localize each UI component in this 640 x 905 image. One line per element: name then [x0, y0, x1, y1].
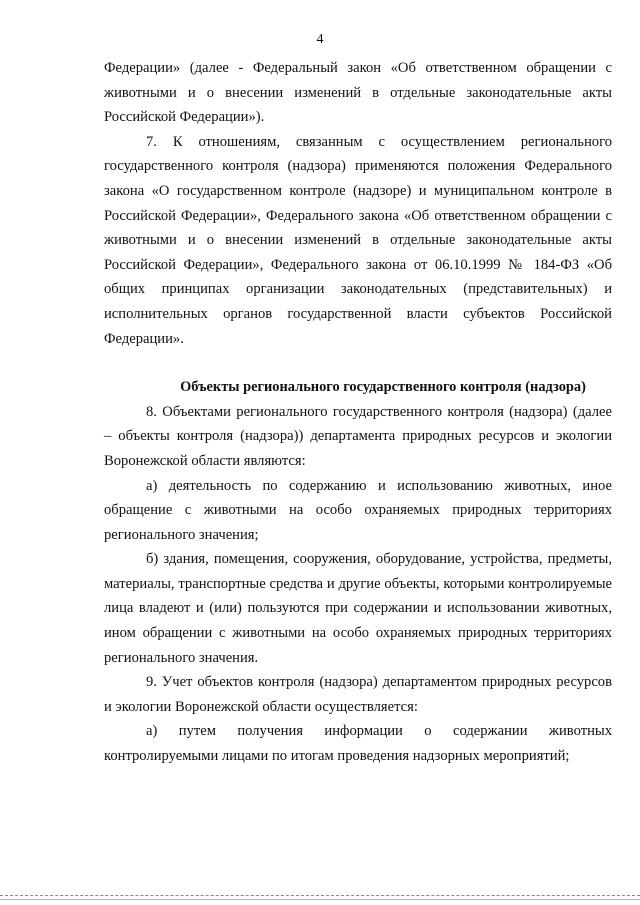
- document-body: [104, 56, 612, 769]
- scan-edge-line-secondary: [0, 899, 640, 900]
- paragraph-continuation: Федерации» (далее - Федеральный закон «Об ответственном обращении с животными и о внесении изменений в отдельные законодательные акты Российской Федерации»).: [104, 60, 612, 126]
- paragraph-7: 7. К отношениям, связанным с осуществлением регионального государственного контроля (надзора) применяются положения Федерального закона «О государственном контроле (надзоре) и муниципальном контроле в Российской Федерации», Федерального закона «Об ответственном обращении с животными и о внесении изменений в отдельные законодательные акты Российской Федерации», Федерального закона от 06.10.1999 № 184-ФЗ «Об общих принципах организации законодательных (представительных) и исполнительных органов государственной власти субъектов Российской Федерации».: [104, 133, 612, 347]
- paragraph-8: 8. Объектами регионального государственного контроля (надзора) (далее – объекты контроля (надзора)) департамента природных ресурсов и экологии Воронежской области являются:: [104, 403, 612, 469]
- section-heading: Объекты регионального государственного контроля (надзора): [180, 379, 586, 396]
- scan-edge-line: [0, 895, 640, 896]
- paragraph-8a: а) деятельность по содержанию и использованию животных, иное обращение с животными на особо охраняемых природных территориях регионального значения;: [104, 477, 612, 543]
- paragraph-8b: б) здания, помещения, сооружения, оборудование, устройства, предметы, материалы, транспортные средства и другие объекты, которыми контролируемые лица владеют и (или) пользуются при содержании и использовании животных, ином обращении с животными на особо охраняемых природных территориях регионального значения.: [104, 551, 612, 666]
- paragraph-9a: а) путем получения информации о содержании животных контролируемыми лицами по итогам проведения надзорных мероприятий;: [104, 723, 612, 765]
- paragraph-9: 9. Учет объектов контроля (надзора) департаментом природных ресурсов и экологии Воронежской области осуществляется:: [104, 674, 612, 715]
- page-number: 4: [316, 32, 324, 47]
